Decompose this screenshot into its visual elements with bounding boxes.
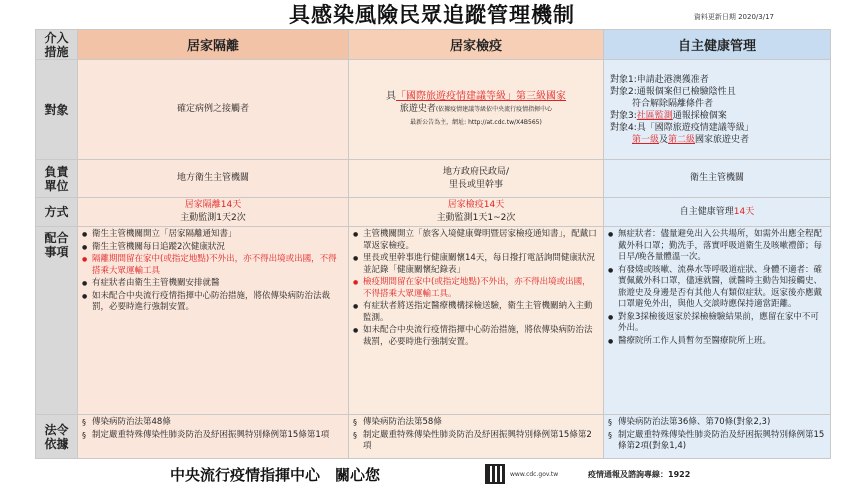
header-home-quarantine: 居家檢疫 xyxy=(349,30,604,60)
list-item: ● 有症狀者由衛生主管機關安排就醫 xyxy=(82,278,344,290)
target3-line: 符合解除隔離條件者 xyxy=(632,98,714,109)
cooperate-col2 xyxy=(349,227,604,415)
target3-line: 對象2:通報個案但已檢驗陰性且 xyxy=(610,86,736,97)
page-title: 具感染風險民眾追蹤管理機制 xyxy=(289,3,575,27)
list-item: § 傳染病防治法第58條 xyxy=(353,417,599,429)
list-item: ● 有發燒或咳嗽、流鼻水等呼吸道症狀、身體不適者：確實佩戴外科口罩，儘速就醫，就醫時主動告知接觸史、旅遊史及身邊是否有其他人有類似症狀。返家後亦應戴口罩避免外出，與他人交談時應保持適當距離。 xyxy=(608,265,826,311)
footer-title: 中央流行疫情指揮中心 關心您 xyxy=(170,466,381,484)
list-item: ● 隔離期間留在家中(或指定地點)不外出，亦不得出境或出國，不得搭乘大眾運輸工具 xyxy=(82,254,344,277)
list-item: § 傳染病防治法第48條 xyxy=(82,417,344,429)
law-col1 xyxy=(78,415,349,459)
update-date: 資料更新日期 2020/3/17 xyxy=(693,13,774,21)
target-col1: 確定病例之接觸者 xyxy=(78,60,349,160)
footer-site: www.cdc.gov.tw xyxy=(510,471,559,478)
list-item: ● 檢疫期間留在家中(或指定地點)不外出，亦不得出境或出國，不得搭乘大眾運輸工具。 xyxy=(353,277,599,300)
label-mode: 方式 xyxy=(36,198,78,227)
qr-code-icon xyxy=(485,464,505,484)
management-table xyxy=(35,29,831,459)
list-item: § 制定嚴重特殊傳染性肺炎防治及紓困振興特別條例第15條第1項 xyxy=(82,430,344,442)
list-item: ● 對象3採檢後返家於採檢檢驗結果前，應留在家中不可外出。 xyxy=(608,312,826,335)
footer xyxy=(0,461,864,489)
label-law: 法令 依據 xyxy=(36,415,78,459)
label-measure: 介入 措施 xyxy=(36,30,78,60)
target-col2: 具「國際旅遊疫情建議等級」第三級國家 旅遊史者(依據疫情建議等級依中央流行疫情指揮中心 最新公告為主，網址: http://at.cdc.tw/X4B565) xyxy=(349,60,604,160)
label-cooperate: 配合 事項 xyxy=(36,227,78,415)
target3-line: 第一級及第二級國家旅遊史者 xyxy=(632,134,750,145)
list-item: ● 衛生主管機關開立「居家隔離通知書」 xyxy=(82,229,344,241)
mode-col3: 自主健康管理14天 xyxy=(604,198,831,227)
law-col3 xyxy=(604,415,831,459)
unit-col1: 地方衛生主管機關 xyxy=(78,160,349,198)
list-item: ● 有症狀者將送指定醫療機構採檢送驗，衛生主管機關納入主動監測。 xyxy=(353,301,599,324)
list-item: ● 衛生主管機關每日追蹤2次健康狀況 xyxy=(82,242,344,254)
cooperate-col3 xyxy=(604,227,831,415)
mode-col1: 居家隔離14天 主動監測1天2次 xyxy=(78,198,349,227)
list-item: ● 無症狀者：儘量避免出入公共場所，如需外出應全程配戴外科口罩；勤洗手，落實呼吸道衛生及咳嗽禮節；每日早/晚各量體溫一次。 xyxy=(608,229,826,264)
label-target: 對象 xyxy=(36,60,78,160)
list-item: ● 主管機關開立「旅客入境健康聲明暨居家檢疫通知書」，配戴口罩返家檢疫。 xyxy=(353,229,599,252)
header-home-isolation: 居家隔離 xyxy=(78,30,349,60)
list-item: § 傳染病防治法第36條、第70條(對象2,3) xyxy=(608,417,826,429)
label-unit: 負責 單位 xyxy=(36,160,78,198)
list-item: § 制定嚴重特殊傳染性肺炎防治及紓困振興特別條例第15條第2項 xyxy=(353,430,599,453)
footer-hotline: 疫情通報及諮詢專線：1922 xyxy=(588,470,691,479)
header-self-health: 自主健康管理 xyxy=(604,30,831,60)
list-item: ● 如未配合中央流行疫情指揮中心防治措施，將依傳染病防治法裁罰，必要時進行強制安置。 xyxy=(82,291,344,314)
list-item: ● 醫療院所工作人員暫勿至醫療院所上班。 xyxy=(608,336,826,348)
mode-col2: 居家檢疫14天 主動監測1天1~2次 xyxy=(349,198,604,227)
unit-col2: 地方政府民政局/ 里長或里幹事 xyxy=(349,160,604,198)
target3-line: 對象1:申請赴港澳獲准者 xyxy=(610,74,709,85)
list-item: ● 如未配合中央流行疫情指揮中心防治措施，將依傳染病防治法裁罰，必要時進行強制安置。 xyxy=(353,325,599,348)
target3-line: 對象3:社區監測通報採檢個案 xyxy=(610,110,727,121)
target-col3 xyxy=(604,60,831,160)
list-item: ● 里長或里幹事進行健康關懷14天，每日撥打電話詢問健康狀況並記錄「健康關懷紀錄表」 xyxy=(353,253,599,276)
cooperate-col1 xyxy=(78,227,349,415)
target3-line: 對象4:具「國際旅遊疫情建議等級」 xyxy=(610,122,754,133)
list-item: § 制定嚴重特殊傳染性肺炎防治及紓困振興特別條例第15條第2項(對象1,4) xyxy=(608,430,826,453)
law-col2 xyxy=(349,415,604,459)
unit-col3: 衛生主管機關 xyxy=(604,160,831,198)
